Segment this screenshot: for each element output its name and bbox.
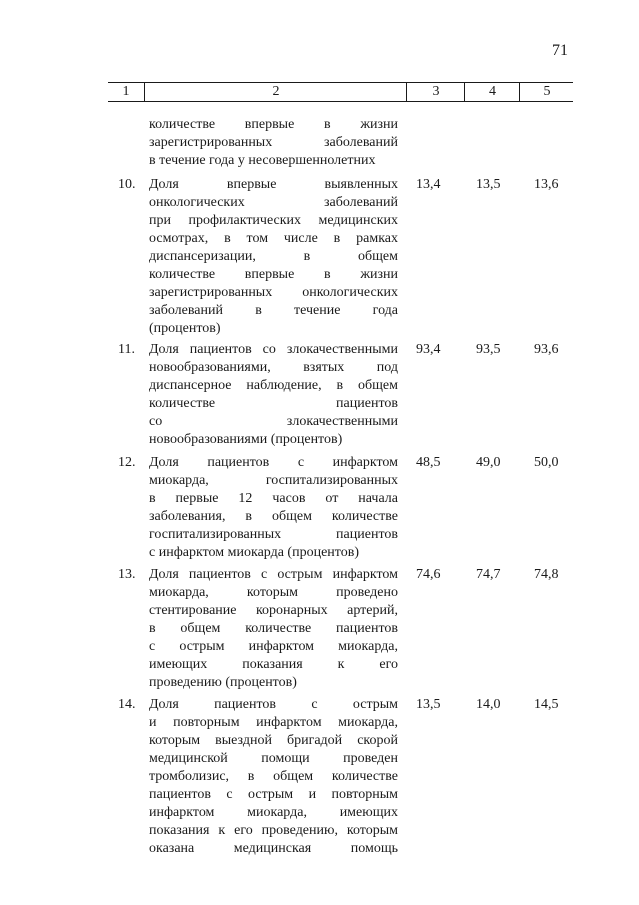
description-line: Доля пациентов со злокачественными <box>149 342 398 357</box>
description-line: новообразованиями (процентов) <box>149 432 343 447</box>
value-col-3: 93,4 <box>416 342 441 357</box>
description-line: показания к его проведению, которым <box>149 823 398 838</box>
row-number: 10. <box>118 177 136 192</box>
description-line: Доля впервые выявленных <box>149 177 398 192</box>
description-line: медицинской помощи проведен <box>149 751 398 766</box>
description-line: Доля пациентов с инфарктом <box>149 455 398 470</box>
row-number: 14. <box>118 697 136 712</box>
description-line: количестве пациентов <box>149 396 398 411</box>
value-col-5: 74,8 <box>534 567 559 582</box>
description-line: с острым инфарктом миокарда, <box>149 639 398 654</box>
description-line: осмотрах, в том числе в рамках <box>149 231 398 246</box>
page-number: 71 <box>552 42 568 59</box>
description-line: в течение года у несовершеннолетних <box>149 153 376 168</box>
description-line: количестве впервые в жизни <box>149 267 398 282</box>
description-line: и повторным инфарктом миокарда, <box>149 715 398 730</box>
column-header-1: 1 <box>122 84 130 99</box>
value-col-3: 13,4 <box>416 177 441 192</box>
value-col-3: 48,5 <box>416 455 441 470</box>
description-line: в первые 12 часов от начала <box>149 491 398 506</box>
description-line: с инфарктом миокарда (процентов) <box>149 545 359 560</box>
value-col-4: 93,5 <box>476 342 501 357</box>
description-line: тромболизис, в общем количестве <box>149 769 398 784</box>
value-col-5: 50,0 <box>534 455 559 470</box>
description-line: Доля пациентов с острым <box>149 697 398 712</box>
row-number: 13. <box>118 567 136 582</box>
description-line: стентирование коронарных артерий, <box>149 603 398 618</box>
description-line: количестве впервые в жизни <box>149 117 398 132</box>
column-header-3: 3 <box>406 83 465 101</box>
description-line: миокарда, госпитализированных <box>149 473 398 488</box>
description-line: госпитализированных пациентов <box>149 527 398 542</box>
description-line: зарегистрированных онкологических <box>149 285 398 300</box>
row-number: 11. <box>118 342 135 357</box>
indicator-description <box>149 566 398 692</box>
description-line: миокарда, которым проведено <box>149 585 398 600</box>
description-line: пациентов с острым и повторным <box>149 787 398 802</box>
table-column-header <box>108 82 573 102</box>
description-line: заболеваний в течение года <box>149 303 398 318</box>
description-line: со злокачественными <box>149 414 398 429</box>
indicator-description <box>149 116 398 170</box>
description-line: онкологических заболеваний <box>149 195 398 210</box>
description-line: проведению (процентов) <box>149 675 297 690</box>
description-line: диспансерное наблюдение, в общем <box>149 378 398 393</box>
column-header-2: 2 <box>144 83 407 101</box>
value-col-5: 13,6 <box>534 177 559 192</box>
description-line: оказана медицинская помощь <box>149 841 398 856</box>
description-line: диспансеризации, в общем <box>149 249 398 264</box>
value-col-5: 93,6 <box>534 342 559 357</box>
description-line: заболевания, в общем количестве <box>149 509 398 524</box>
description-line: (процентов) <box>149 321 221 336</box>
column-header-4: 4 <box>464 83 520 101</box>
description-line: имеющих показания к его <box>149 657 398 672</box>
value-col-4: 14,0 <box>476 697 501 712</box>
description-line: которым выездной бригадой скорой <box>149 733 398 748</box>
value-col-5: 14,5 <box>534 697 559 712</box>
value-col-4: 13,5 <box>476 177 501 192</box>
indicator-description <box>149 341 398 449</box>
description-line: инфарктом миокарда, имеющих <box>149 805 398 820</box>
description-line: при профилактических медицинских <box>149 213 398 228</box>
description-line: зарегистрированных заболеваний <box>149 135 398 150</box>
indicator-description <box>149 176 398 338</box>
value-col-4: 49,0 <box>476 455 501 470</box>
value-col-3: 74,6 <box>416 567 441 582</box>
value-col-3: 13,5 <box>416 697 441 712</box>
description-line: новообразованиями, взятых под <box>149 360 398 375</box>
description-line: в общем количестве пациентов <box>149 621 398 636</box>
value-col-4: 74,7 <box>476 567 501 582</box>
indicator-description <box>149 696 398 858</box>
indicator-description <box>149 454 398 562</box>
row-number: 12. <box>118 455 136 470</box>
description-line: Доля пациентов с острым инфарктом <box>149 567 398 582</box>
column-header-5: 5 <box>519 83 574 101</box>
